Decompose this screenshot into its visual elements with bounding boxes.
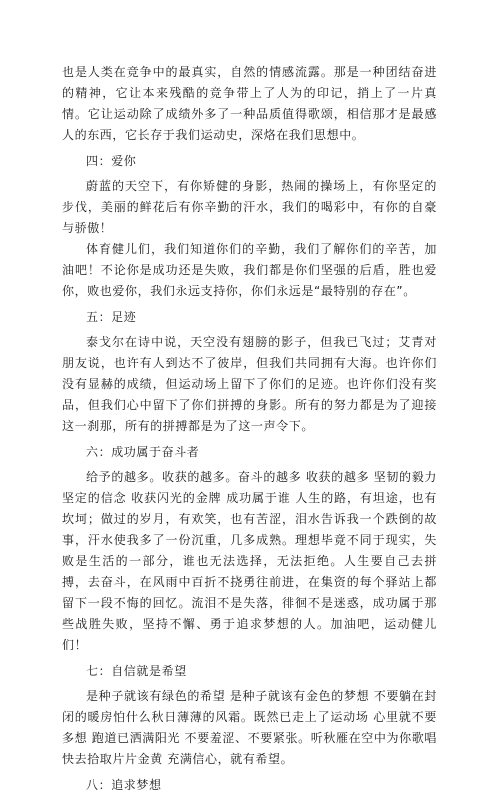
section-heading-4: 四：爱你	[86, 154, 137, 168]
paragraph-success: 给予的越多。收获的越多。奋斗的越多 收获的越多 坚韧的毅力 坚定的信念 收获闪光的金牌 成功属于谁 人生的路，有坦途，也有坎坷；做过的岁月，有欢笑，也有苦涩，泪水告诉我一个跌倒的故事，汗水使我多了一份沉重，几多成熟。理想毕竟不同于现实，失败是生活的一部分，谁也无法选择，无法拒绝。人生要自己去拼搏，去奋斗，在风雨中百折不挠勇往前进，在集资的每个驿站上都留下一段不悔的回忆。流泪不是失落，徘徊不是迷惑，成功属于那些战胜失败，坚持不懈、勇于追求梦想的人。加油吧，运动健儿们！	[62, 470, 437, 652]
paragraph-intro-continuation: 也是人类在竞争中的最真实，自然的情感流露。那是一种团结奋进的精神，它让本来残酷的竞争带上了人为的印记，捎上了一片真情。它让运动除了成绩外多了一种品质值得歌颂，相信那才是最感人的东西，它长存于我们运动史，深烙在我们思想中。	[62, 65, 437, 142]
section-heading-6: 六：成功属于奋斗者	[86, 445, 200, 459]
document-body	[62, 62, 437, 800]
paragraph-confidence: 是种子就该有绿色的希望 是种子就该有金色的梦想 不要躺在封闭的暖房怕什么秋日薄薄的风霜。既然已走上了运动场 心里就不要多想 跑道已洒满阳光 不要羞涩、不要紧张。听秋雁在空中为你歌唱 快去拾取片片金黄 充满信心，就有希望。	[62, 689, 437, 766]
section-heading-8: 八：追求梦想	[86, 778, 162, 792]
paragraph-footprints: 泰戈尔在诗中说，天空没有翅膀的影子，但我已飞过；艾青对朋友说，也许有人到达不了彼岸，但我们共同拥有大海。也许你们没有显赫的成绩，但运动场上留下了你们的足迹。也许你们没有奖品，但我们心中留下了你们拼搏的身影。所有的努力都是为了迎接这一刹那，所有的拼搏都是为了这一声令下。	[62, 335, 437, 433]
paragraph-love-1: 蔚蓝的天空下，有你矫健的身影，热闹的操场上，有你坚定的步伐，美丽的鲜花后有你辛勤的汗水，我们的喝彩中，有你的自豪与骄傲！	[62, 179, 437, 235]
paragraph-love-2: 体育健儿们，我们知道你们的辛勤，我们了解你们的辛苦，加油吧！不论你是成功还是失败，我们都是你们坚强的后盾，胜也爱你，败也爱你，我们永远支持你，你们永远是“最特别的存在”。	[62, 242, 437, 298]
section-heading-5: 五：足迹	[86, 310, 137, 324]
section-heading-7: 七：自信就是希望	[86, 664, 187, 678]
